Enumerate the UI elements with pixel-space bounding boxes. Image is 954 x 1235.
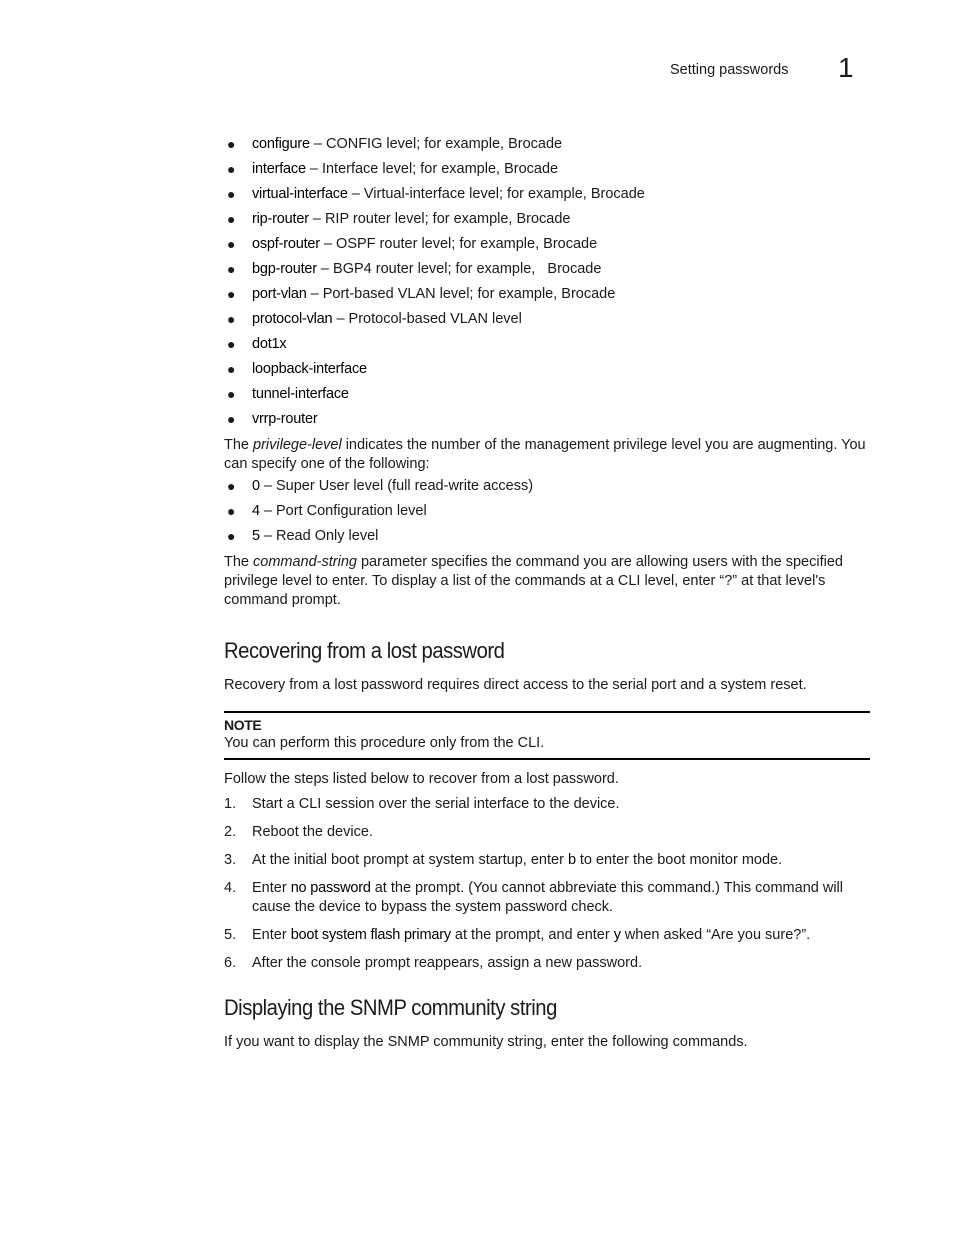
bullet-icon: ● bbox=[227, 336, 236, 352]
step-item bbox=[224, 851, 870, 870]
para-term: command-string bbox=[253, 554, 357, 570]
list-item bbox=[224, 499, 870, 524]
step-text: At the initial boot prompt at system startup, enter bbox=[252, 852, 568, 868]
step-keyword: boot system flash primary bbox=[290, 927, 451, 943]
list-item-keyword: 5 bbox=[252, 528, 260, 544]
step-item bbox=[224, 954, 870, 973]
para-text: parameter specifies the command you are allowing users with the specified privilege level to enter. To display a list of the commands at a CLI level, enter “?” at that level's command prompt. bbox=[224, 554, 843, 608]
step-text: After the console prompt reappears, assign a new password. bbox=[252, 955, 643, 971]
list-item bbox=[224, 524, 870, 549]
bullet-icon: ● bbox=[227, 478, 236, 494]
step-item bbox=[224, 926, 870, 945]
list-item-keyword: 0 bbox=[252, 478, 260, 494]
list-item-keyword: interface bbox=[252, 161, 306, 177]
list-item-keyword: virtual-interface bbox=[252, 186, 348, 202]
list-item-desc: – BGP4 router level; for example, Brocade bbox=[316, 261, 602, 277]
step-text: Reboot the device. bbox=[252, 824, 373, 840]
running-header-title: Setting passwords bbox=[670, 62, 789, 78]
list-item-desc: – Port-based VLAN level; for example, Brocade bbox=[306, 286, 616, 302]
recovery-steps bbox=[224, 795, 870, 973]
list-item bbox=[224, 182, 870, 207]
section-heading-snmp: Displaying the SNMP community string bbox=[224, 995, 557, 1020]
list-item-keyword: ospf-router bbox=[252, 236, 320, 252]
step-keyword: b bbox=[567, 852, 576, 868]
list-item-desc: – Virtual-interface level; for example, Brocade bbox=[347, 186, 645, 202]
list-item-keyword: loopback-interface bbox=[252, 361, 367, 377]
step-number: 2. bbox=[224, 824, 237, 840]
list-item-keyword: dot1x bbox=[252, 336, 287, 352]
list-item-keyword: bgp-router bbox=[252, 261, 317, 277]
list-item-desc: – Interface level; for example, Brocade bbox=[305, 161, 559, 177]
note-title: NOTE bbox=[224, 717, 262, 733]
list-item-keyword: configure bbox=[252, 136, 310, 152]
list-item bbox=[224, 282, 870, 307]
list-item-desc: – OSPF router level; for example, Brocade bbox=[319, 236, 598, 252]
bullet-icon: ● bbox=[227, 236, 236, 252]
level-list bbox=[224, 132, 870, 432]
list-item bbox=[224, 382, 870, 407]
step-text: at the prompt, and enter bbox=[450, 927, 614, 943]
list-item bbox=[224, 474, 870, 499]
command-paragraph bbox=[224, 553, 870, 610]
step-item bbox=[224, 823, 870, 842]
list-item bbox=[224, 157, 870, 182]
step-item bbox=[224, 795, 870, 814]
step-item bbox=[224, 879, 870, 917]
bullet-icon: ● bbox=[227, 286, 236, 302]
note-text: You can perform this procedure only from the CLI. bbox=[224, 735, 545, 751]
list-item bbox=[224, 207, 870, 232]
para-text: The bbox=[224, 437, 254, 453]
step-number: 5. bbox=[224, 927, 237, 943]
list-item bbox=[224, 407, 870, 432]
privilege-paragraph bbox=[224, 436, 870, 474]
list-item bbox=[224, 357, 870, 382]
list-item-keyword: tunnel-interface bbox=[252, 386, 349, 402]
list-item-keyword: vrrp-router bbox=[252, 411, 318, 427]
bullet-icon: ● bbox=[227, 361, 236, 377]
note-box bbox=[224, 711, 870, 760]
section-heading-recover: Recovering from a lost password bbox=[224, 638, 505, 663]
bullet-icon: ● bbox=[227, 161, 236, 177]
para-text: The bbox=[224, 554, 254, 570]
bullet-icon: ● bbox=[227, 386, 236, 402]
list-item bbox=[224, 257, 870, 282]
list-item bbox=[224, 232, 870, 257]
list-item-desc: – Port Configuration level bbox=[259, 503, 427, 519]
list-item-desc: – Read Only level bbox=[259, 528, 379, 544]
bullet-icon: ● bbox=[227, 503, 236, 519]
list-item-desc: – Super User level (full read-write access) bbox=[259, 478, 534, 494]
list-item-desc: – CONFIG level; for example, Brocade bbox=[309, 136, 563, 152]
privilege-list bbox=[224, 474, 870, 549]
list-item-desc: – RIP router level; for example, Brocade bbox=[308, 211, 571, 227]
step-text: when asked “Are you sure?”. bbox=[620, 927, 811, 943]
bullet-icon: ● bbox=[227, 186, 236, 202]
list-item bbox=[224, 332, 870, 357]
step-number: 3. bbox=[224, 852, 237, 868]
step-keyword: y bbox=[613, 927, 621, 943]
list-item bbox=[224, 307, 870, 332]
bullet-icon: ● bbox=[227, 261, 236, 277]
steps-intro: Follow the steps listed below to recover from a lost password. bbox=[224, 771, 619, 787]
step-text: to enter the boot monitor mode. bbox=[575, 852, 783, 868]
para-text: indicates the number of the management privilege level you are augmenting. You can specify one of the following: bbox=[224, 437, 866, 472]
para-term: privilege-level bbox=[253, 437, 342, 453]
step-text: Enter bbox=[252, 927, 291, 943]
step-text: Enter bbox=[252, 880, 291, 896]
step-text: Start a CLI session over the serial interface to the device. bbox=[252, 796, 620, 812]
list-item-keyword: 4 bbox=[252, 503, 260, 519]
step-number: 6. bbox=[224, 955, 237, 971]
list-item-desc: – Protocol-based VLAN level bbox=[332, 311, 522, 327]
list-item-keyword: rip-router bbox=[252, 211, 309, 227]
chapter-number: 1 bbox=[838, 52, 854, 83]
snmp-intro: If you want to display the SNMP community string, enter the following commands. bbox=[224, 1034, 748, 1050]
page-content bbox=[224, 132, 870, 1052]
step-number: 4. bbox=[224, 880, 237, 896]
list-item bbox=[224, 132, 870, 157]
bullet-icon: ● bbox=[227, 136, 236, 152]
step-keyword: no password bbox=[290, 880, 371, 896]
recover-intro: Recovery from a lost password requires direct access to the serial port and a system reset. bbox=[224, 677, 807, 693]
bullet-icon: ● bbox=[227, 211, 236, 227]
list-item-keyword: protocol-vlan bbox=[252, 311, 333, 327]
bullet-icon: ● bbox=[227, 528, 236, 544]
step-number: 1. bbox=[224, 796, 237, 812]
step-text: at the prompt. (You cannot abbreviate this command.) This command will cause the device to bypass the system password check. bbox=[252, 880, 843, 915]
list-item-keyword: port-vlan bbox=[252, 286, 307, 302]
bullet-icon: ● bbox=[227, 411, 236, 427]
bullet-icon: ● bbox=[227, 311, 236, 327]
